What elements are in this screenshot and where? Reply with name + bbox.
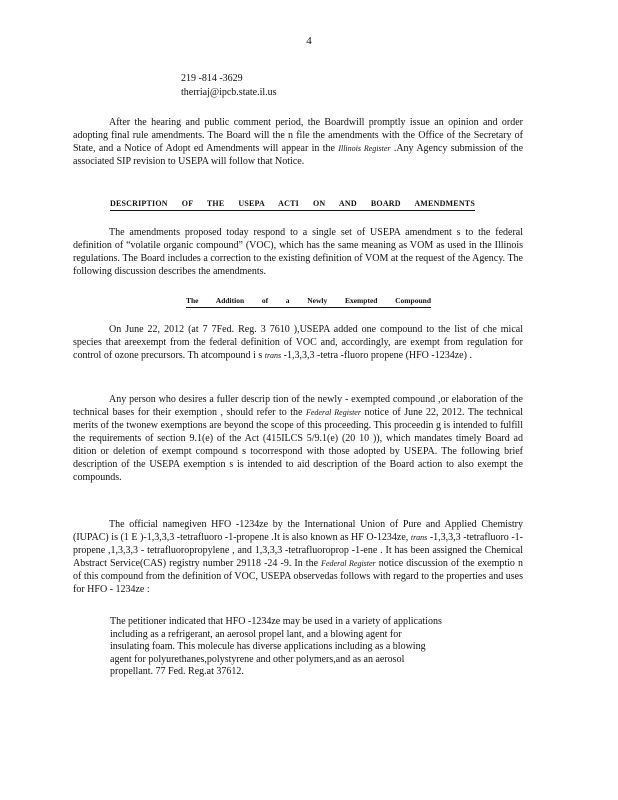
block-quote [110, 616, 510, 679]
paragraph-final-rule [73, 116, 523, 168]
italic-trans: trans [264, 351, 282, 360]
page-number: 4 [306, 35, 312, 47]
paragraph-text: notice discussion of the exemptio n of this compound from the definition of VOC, USEPA observedas follows with regard to the properties and uses for HFO - 1234ze : [73, 558, 523, 595]
paragraph-official-name [73, 518, 523, 596]
paragraph-text: notice of June 22, 2012. The technical merits of the twonew exemptions are beyond the scope of this proceeding. This proceedin g is intended to fulfill the requirements of section 9.1(e) of the Act (415ILCS 5/9.1(e) (20 10 )), which mandates timely Board ad dition or deletion of exempt compound s tocorrespond with those adopted by USEPA. The following brief description of the USEPA exemption s is intended to aid description of the Board action to also exempt the compounds. [73, 407, 523, 483]
contact-block [181, 72, 277, 100]
section-heading: DESCRIPTION OF THE USEPA ACTI ON AND BOARD AMENDMENTS [110, 199, 475, 211]
contact-phone: 219 -814 -3629 [181, 73, 243, 84]
paragraph-text: The amendments proposed today respond to a single set of USEPA amendment s to the federal definition of “volatile organic compound” (VOC), which has the same meaning as VOM as used in the Illinois regulations. The Board includes a correction to the existing definition of VOM at the request of the Agency. The following discussion describes the amendments. [73, 227, 523, 277]
quote-line: agent for polyurethanes,polystyrene and other polymers,and as an aerosol [110, 653, 405, 665]
paragraph-text: -1,3,3,3 -tetrafluoro -1-propene ,1,3,3,3 - tetrafluoropropylene , and 1,3,3,3 -tetrafluoroprop -1-ene . It has been assigned the Chemical Abstract Service(CAS) registry number 29118 -24 -9. In the [73, 532, 523, 569]
paragraph-text: .Any Agency submission of the associated SIP revision to USEPA will follow that Notice. [73, 143, 524, 167]
quote-line: including as a refrigerant, an aerosol propel lant, and a blowing agent for [110, 628, 402, 640]
italic-citation: Federal Register [305, 408, 361, 417]
paragraph-fuller-description [73, 393, 523, 484]
paragraph-amendments [73, 226, 523, 278]
paragraph-text: -1,3,3,3 -tetra -fluoro propene (HFO -1234ze) . [281, 350, 472, 361]
quote-line: The petitioner indicated that HFO -1234ze may be used in a variety of applications [110, 616, 442, 627]
subsection-heading: The Addition of a Newly Exempted Compound [186, 296, 431, 308]
paragraph-text: After the hearing and public comment period, the Boardwill promptly issue an opinion and order adopting final rule amendments. The Board will the n file the amendments with the Office of the Secretary of State, and a Notice of Adopt ed Amendments will appear in the [73, 117, 523, 154]
paragraph-text: Any person who desires a fuller descrip tion of the newly - exempted compound ,or elaboration of the technical bases for their exemption , should refer to the [73, 394, 523, 418]
paragraph-text: The official namegiven HFO -1234ze by the International Union of Pure and Applied Chemistry (IUPAC) is (1 E )-1,3,3,3 -tetrafluoro -1-propene .It is also known as HF O-1234ze, [73, 519, 523, 543]
quote-line: insulating foam. This molecule has diverse applications including as a blowing [110, 641, 426, 652]
paragraph-text: On June 22, 2012 (at 7 7Fed. Reg. 3 7610 ),USEPA added one compound to the list of che mical species that areexempt from the federal definition of VOC and, accordingly, are exempt from regulation for control of ozone precursors. Th atcompound i s [73, 324, 523, 361]
contact-email: therriaj@ipcb.state.il.us [181, 87, 277, 98]
quote-line: propellant. 77 Fed. Reg.at 37612. [110, 666, 244, 677]
italic-trans: trans [410, 533, 428, 542]
paragraph-june-22 [73, 323, 523, 362]
italic-citation: Illinois Register [338, 144, 391, 153]
italic-citation: Federal Register [321, 559, 376, 568]
